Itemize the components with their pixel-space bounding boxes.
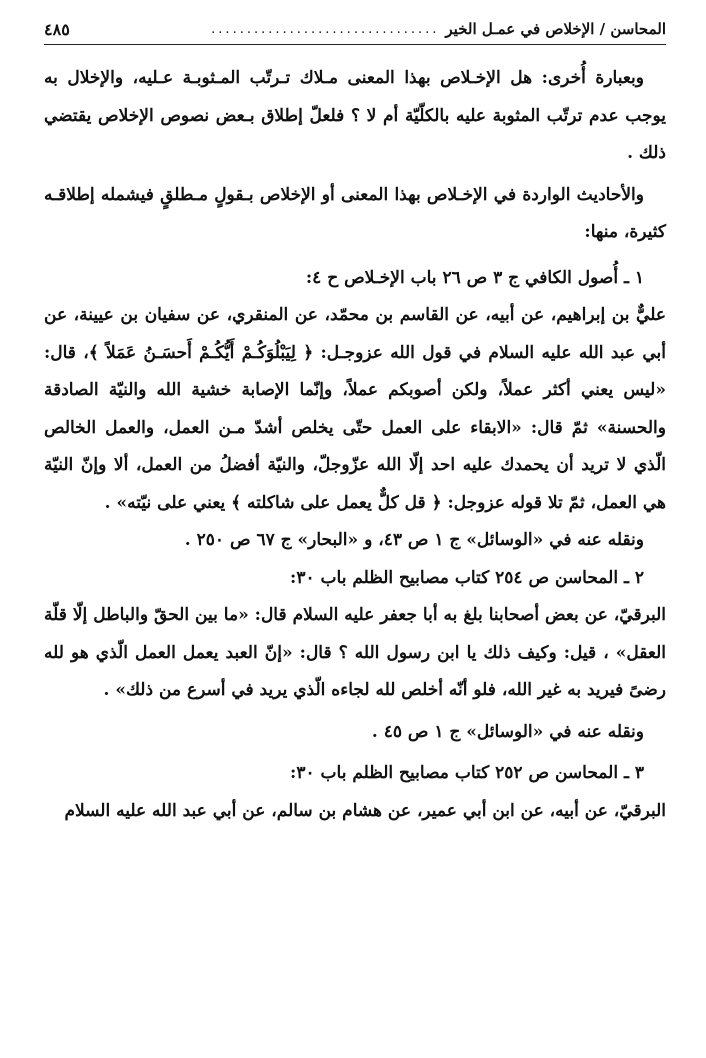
paragraph-hadiths-intro: والأحاديث الواردة في الإخـلاص بهذا المعنى أو الإخلاص بـقولٍ مـطلقٍ فيشمله إطلاقـه كثيرة، منها: (44, 184, 666, 242)
page-number: ٤٨٥ (44, 19, 70, 39)
running-header (44, 14, 666, 45)
hadith-text-3: البرقيّ، عن أبيه، عن ابن أبي عمير، عن هشام بن سالم، عن أبي عبد الله عليه السلام (64, 800, 666, 821)
page-body (44, 60, 666, 830)
paragraph-intro: وبعبارة أُخرى: هل الإخـلاص بهذا المعنى مـلاك تـرتّب المـثوبـة عـليه، والإخلال به يوجب عدم ترتّب المثوبة عليه بالكلّيّة أم لا ؟ فلعلّ إطلاق بـعض نصوص الإخلاص يقتضي ذلك . (44, 68, 666, 163)
hadith-text-1: عليٌّ بن إبراهيم، عن أبيه، عن القاسم بن محمّد، عن المنقري، عن سفيان بن عيينة، عن أبي عبد الله عليه السلام في قول الله عزوجـل: ﴿ لِيَبْلُوَكُـمْ أَيُّكُـمْ أَحسَـنُ عَمَلاً ﴾، قال: «ليس يعني أكثر عملاً، ولكن أصوبكم عملاً، وإنّما الإصابة خشية الله والنيّة الصادقة والحسنة» ثمّ قال: «الابقاء على العمل حتّى يخلص أشدّ مـن العمل، والعمل الخالص الّذي لا تريد أن يحمدك عليه احد إلّا الله عزّوجلّ، والنيّة أفضلُ من العمل، ألا وإنّ النيّة هي العمل، ثمّ تلا قوله عزوجل: ﴿ قل كلٌّ يعمل على شاكلته ﴾ يعني على نيّته» . (44, 305, 666, 513)
source-heading-1: ١ ـ أُصول الكافي ج ٣ ص ٢٦ باب الإخـلاص ح ٤: (305, 267, 644, 288)
header-leader-dots: ................................ (211, 21, 440, 37)
citation-1: ونقله عنه في «الوسائل» ج ١ ص ٤٣، و «البحار» ج ٦٧ ص ٢٥٠ . (184, 530, 644, 550)
hadith-text-2: البرقيّ، عن بعض أصحابنا بلغ به أبا جعفر عليه السلام قال: «ما بين الحقّ والباطل إلّا قلّة العقل» ، قيل: وكيف ذلك يا ابن رسول الله ؟ قال: «إنّ العبد يعمل العمل الّذي هو لله رضىً فيريد به غير الله، فلو أنّه أخلص لله لجاءه الّذي يريد في أسرع من ذلك» . (44, 605, 666, 700)
citation-2: ونقله عنه في «الوسائل» ج ١ ص ٤٥ . (371, 721, 644, 742)
source-heading-2: ٢ ـ المحاسن ص ٢٥٤ كتاب مصابيح الظلم باب ٣٠: (290, 567, 644, 588)
header-title: المحاسن / الإخلاص في عمـل الخير (445, 20, 666, 38)
source-heading-3: ٣ ـ المحاسن ص ٢٥٢ كتاب مصابيح الظلم باب ٣٠: (290, 763, 644, 783)
